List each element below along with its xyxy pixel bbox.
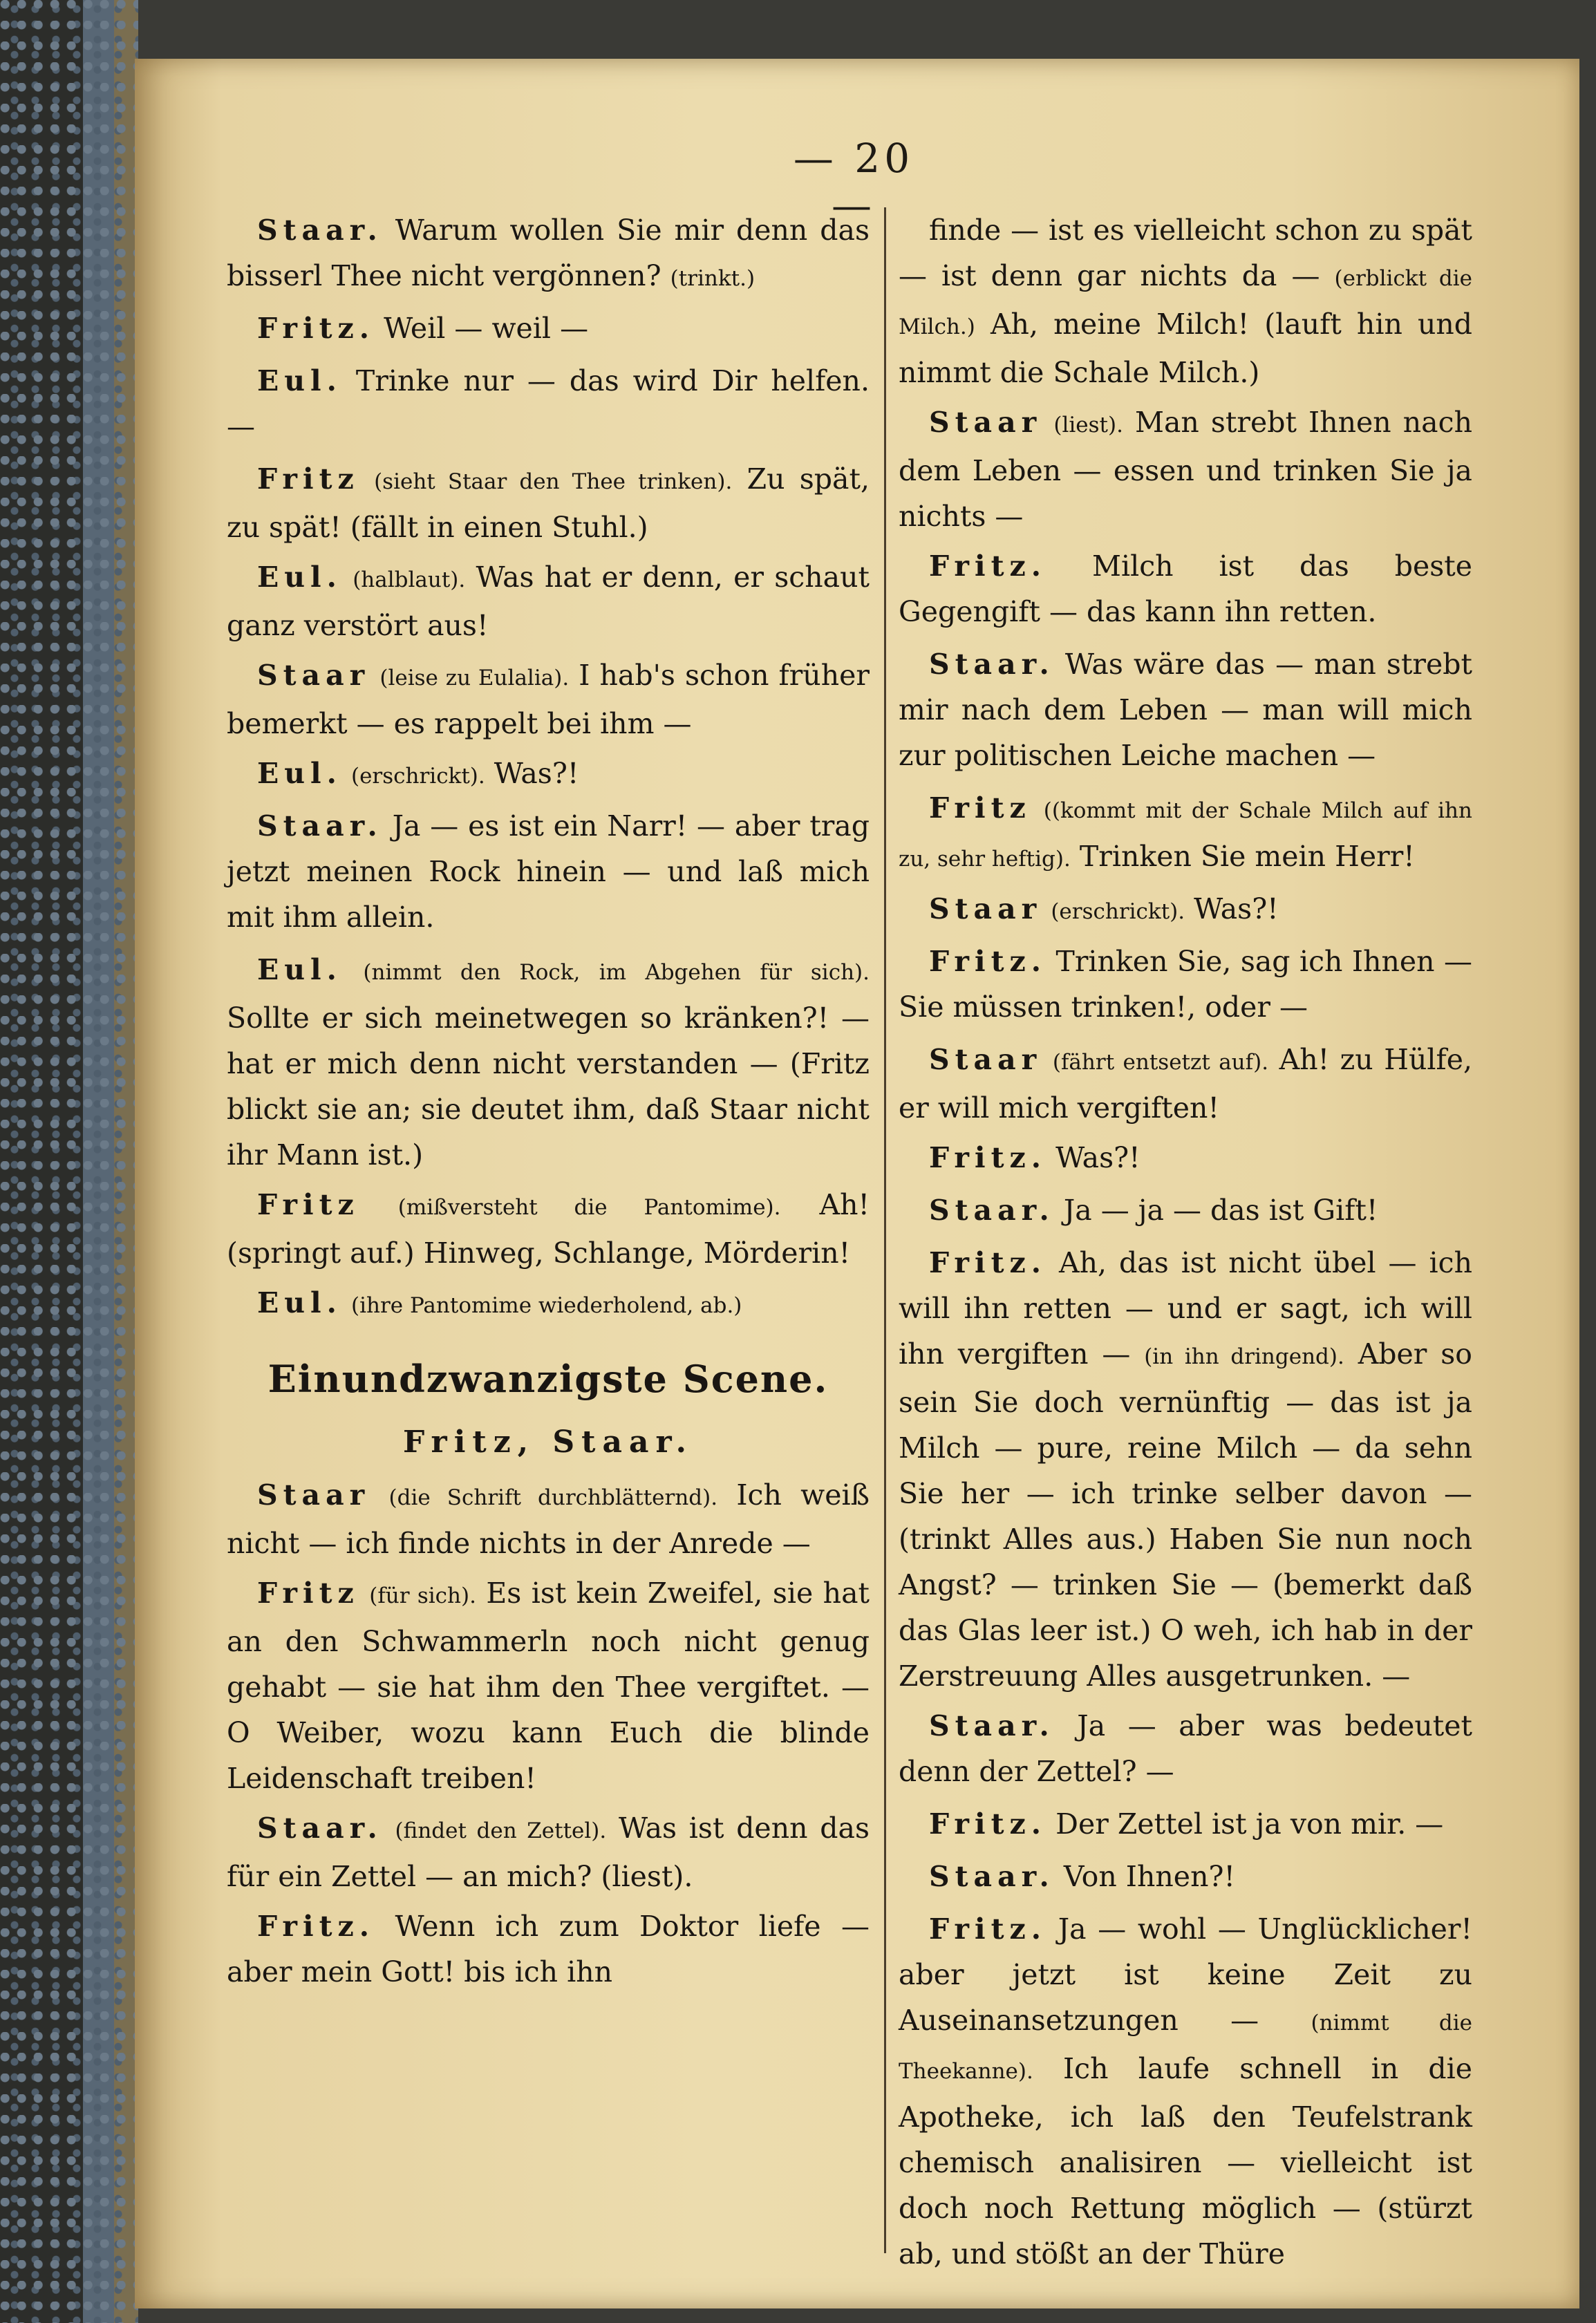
dialogue-text: Warum wollen Sie mir denn das bisserl Thee nicht vergönnen?	[227, 214, 870, 292]
dialogue-text	[383, 1812, 395, 1845]
dialogue-text: Ja — ja — das ist Gift!	[1054, 1194, 1378, 1227]
dialogue-text	[359, 1577, 369, 1610]
speaker-name: Staar.	[929, 1194, 1055, 1227]
speaker-name: Staar.	[257, 214, 383, 247]
stage-direction: (nimmt den Rock, im Abgehen für sich).	[363, 960, 870, 985]
stage-direction: (erblickt die Milch.)	[899, 266, 1473, 339]
speaker-name: Staar	[257, 659, 370, 692]
speaker-name: Staar	[929, 1043, 1042, 1076]
dialogue-text	[342, 1286, 351, 1319]
stage-direction: (leise zu Eulalia).	[379, 666, 570, 690]
dialogue-text	[342, 757, 351, 790]
speaker-name: Eul.	[257, 561, 342, 594]
dialogue-text	[1042, 892, 1051, 925]
dialogue-text	[370, 659, 379, 692]
speaker-name: Staar	[929, 406, 1042, 439]
dialogue-text: Aber so sein Sie doch vernünftig — das ist ja Milch — pure, reine Milch — da sehn Sie her — ich trinke selber davon — (trinkt Alles aus.) Haben Sie nun noch Angst? — trinken Sie — (bemerkt daß das Glas leer ist.) O weh, ich hab in der Zerstreuung Alles ausgetrunken. —	[899, 1337, 1472, 1693]
dialogue-paragraph	[899, 1037, 1472, 1131]
dialogue-text: Der Zettel ist ja von mir. —	[1046, 1807, 1444, 1841]
dialogue-text	[359, 1188, 398, 1221]
dialogue-text: Ah, das ist nicht übel — ich will ihn retten — und er sagt, ich will ihn vergiften —	[899, 1246, 1472, 1371]
page-number: — 20 —	[793, 135, 914, 229]
speaker-name: Eul.	[257, 757, 342, 790]
dialogue-paragraph	[899, 207, 1472, 395]
dialogue-paragraph	[899, 939, 1472, 1033]
speaker-name: Fritz	[929, 791, 1031, 825]
speaker-name: Fritz.	[929, 1141, 1047, 1174]
speaker-name: Staar.	[257, 1812, 383, 1845]
dialogue-paragraph	[899, 785, 1472, 882]
dialogue-paragraph	[227, 1903, 870, 1997]
dialogue-paragraph	[227, 456, 870, 550]
dialogue-text: Zu spät, zu spät! (fällt in einen Stuhl.)	[227, 462, 870, 544]
speaker-name: Staar.	[929, 1860, 1055, 1893]
dialogue-paragraph	[227, 207, 870, 301]
stage-direction: (sieht Staar den Thee trinken).	[374, 469, 733, 494]
dialogue-text: Ah! zu Hülfe, er will mich vergiften!	[899, 1043, 1472, 1125]
dialogue-text: Was?!	[1046, 1141, 1140, 1174]
scene-heading: Einundzwanzigste Scene.	[267, 1357, 829, 1401]
dialogue-paragraph	[227, 947, 870, 1178]
dialogue-text	[1042, 1043, 1053, 1076]
dialogue-paragraph	[227, 751, 870, 799]
speaker-name: Fritz.	[257, 312, 375, 345]
dialogue-paragraph	[899, 1801, 1472, 1850]
dialogue-paragraph	[227, 652, 870, 746]
dialogue-text: Ah, meine Milch! (lauft hin und nimmt die Schale Milch.)	[899, 308, 1472, 389]
stage-direction: (die Schrift durchblätternd).	[388, 1485, 718, 1510]
dialogue-text: Trinken Sie mein Herr!	[1070, 840, 1415, 873]
dialogue-text: Ich laufe schnell in die Apotheke, ich laß den Teufelstrank chemisch analisiren — vielleicht ist doch noch Rettung möglich — (stürzt ab, und stößt an der Thüre	[899, 2052, 1472, 2270]
dialogue-paragraph	[227, 1182, 870, 1276]
stage-direction: (halblaut).	[353, 567, 466, 592]
speaker-name: Staar	[257, 1478, 370, 1512]
dialogue-paragraph	[899, 543, 1472, 637]
speaker-name: Fritz.	[929, 549, 1047, 583]
dialogue-paragraph	[899, 1187, 1472, 1236]
dialogue-text: Ja — aber was bedeutet denn der Zettel? —	[899, 1709, 1472, 1788]
speaker-name: Fritz.	[257, 1910, 375, 1943]
dialogue-text: Was?!	[1185, 892, 1279, 925]
dialogue-text: Von Ihnen?!	[1054, 1860, 1235, 1893]
speaker-name: Fritz.	[929, 1912, 1047, 1946]
dialogue-text	[1042, 406, 1053, 439]
dialogue-text: Was?!	[485, 757, 579, 790]
speaker-name: Staar.	[929, 648, 1055, 681]
column-divider	[884, 207, 886, 2253]
dialogue-paragraph	[227, 358, 870, 452]
dialogue-paragraph	[227, 1280, 870, 1328]
dialogue-text: Milch ist das beste Gegengift — das kann ihn retten.	[899, 549, 1472, 628]
dialogue-text: Ich weiß nicht — ich finde nichts in der Anrede —	[227, 1478, 870, 1560]
dialogue-text: Ja — es ist ein Narr! — aber trag jetzt meinen Rock hinein — und laß mich mit ihm allein.	[227, 809, 870, 934]
stage-direction: (nimmt die Theekanne).	[899, 2011, 1472, 2084]
stage-direction: (mißversteht die Pantomime).	[397, 1195, 781, 1220]
dialogue-paragraph	[227, 554, 870, 648]
dialogue-paragraph	[227, 1472, 870, 1566]
dialogue-paragraph	[227, 305, 870, 354]
dialogue-text: Was hat er denn, er schaut ganz verstört aus!	[227, 561, 870, 642]
speaker-name: Fritz.	[929, 1246, 1047, 1279]
stage-direction: (erschrickt).	[1051, 899, 1185, 924]
speaker-name: Eul.	[257, 953, 342, 986]
dialogue-paragraph	[227, 1805, 870, 1899]
speaker-name: Fritz	[257, 1188, 359, 1221]
dialogue-text: Was wäre das — man strebt mir nach dem Leben — man will mich zur politischen Leiche machen —	[899, 648, 1472, 772]
dialogue-paragraph	[899, 399, 1472, 539]
book-binding	[0, 0, 138, 2323]
dialogue-text	[370, 1478, 388, 1512]
stage-direction: (liest).	[1053, 413, 1123, 438]
dialogue-paragraph	[899, 641, 1472, 781]
dialogue-paragraph	[227, 803, 870, 943]
stage-direction: (erschrickt).	[350, 764, 485, 789]
dialogue-text: I hab's schon früher bemerkt — es rappelt bei ihm —	[227, 659, 870, 740]
dialogue-text: Wenn ich zum Doktor liefe — aber mein Gott! bis ich ihn	[227, 1910, 870, 1988]
dialogue-paragraph	[227, 1570, 870, 1801]
speaker-name: Staar.	[257, 809, 383, 843]
speaker-name: Fritz.	[929, 1807, 1047, 1841]
dialogue-text: Was ist denn das für ein Zettel — an mich? (liest).	[227, 1812, 870, 1893]
speaker-name: Fritz	[257, 462, 359, 496]
dialogue-text	[359, 462, 374, 496]
dialogue-text: Ah! (springt auf.) Hinweg, Schlange, Mörderin!	[227, 1188, 870, 1270]
dialogue-text	[1031, 791, 1044, 825]
dialogue-paragraph	[899, 886, 1472, 934]
dialogue-text: Es ist kein Zweifel, sie hat an den Schwammerln noch nicht genug gehabt — sie hat ihm den Thee vergiftet. — O Weiber, wozu kann Euch die blinde Leidenschaft treiben!	[227, 1577, 870, 1795]
dialogue-text: Man strebt Ihnen nach dem Leben — essen und trinken Sie ja nichts —	[899, 406, 1472, 533]
dialogue-text: Trinke nur — das wird Dir helfen. —	[227, 364, 870, 443]
speaker-name: Eul.	[257, 1286, 342, 1319]
stage-direction: (findet den Zettel).	[395, 1818, 607, 1843]
dialogue-text: Weil — weil —	[375, 312, 589, 345]
stage-direction: (für sich).	[369, 1583, 476, 1608]
stage-direction: ((kommt mit der Schale Milch auf ihn zu, sehr heftig).	[899, 798, 1472, 872]
speaker-name: Staar.	[929, 1709, 1055, 1742]
scene-persons: Fritz, Staar.	[403, 1424, 693, 1460]
stage-direction: (ihre Pantomime wiederholend, ab.)	[350, 1293, 742, 1318]
dialogue-text: Trinken Sie, sag ich Ihnen — Sie müssen trinken!, oder —	[899, 945, 1472, 1024]
stage-direction: (fährt entsetzt auf).	[1052, 1050, 1269, 1075]
dialogue-text	[342, 561, 353, 594]
stage-direction: (trinkt.)	[670, 266, 755, 291]
right-column	[899, 207, 1472, 2281]
dialogue-paragraph	[899, 1703, 1472, 1797]
dialogue-paragraph	[899, 1135, 1472, 1183]
dialogue-text: Sollte er sich meinetwegen so kränken?! — hat er mich denn nicht verstanden — (Fritz blickt sie an; sie deutet ihm, daß Staar nicht ihr Mann ist.)	[227, 1001, 870, 1172]
speaker-name: Fritz.	[929, 945, 1047, 978]
stage-direction: (in ihn dringend).	[1144, 1344, 1344, 1369]
dialogue-text: finde — ist es vielleicht schon zu spät — ist denn gar nichts da —	[899, 214, 1472, 292]
dialogue-paragraph	[899, 1906, 1472, 2277]
left-column	[227, 207, 870, 2002]
dialogue-text: Ja — wohl — Unglücklicher! aber jetzt ist keine Zeit zu Auseinansetzungen —	[899, 1912, 1472, 2037]
speaker-name: Staar	[929, 892, 1042, 925]
speaker-name: Eul.	[257, 364, 342, 397]
dialogue-paragraph	[899, 1240, 1472, 1699]
dialogue-paragraph	[899, 1854, 1472, 1902]
speaker-name: Fritz	[257, 1577, 359, 1610]
dialogue-text	[342, 953, 363, 986]
